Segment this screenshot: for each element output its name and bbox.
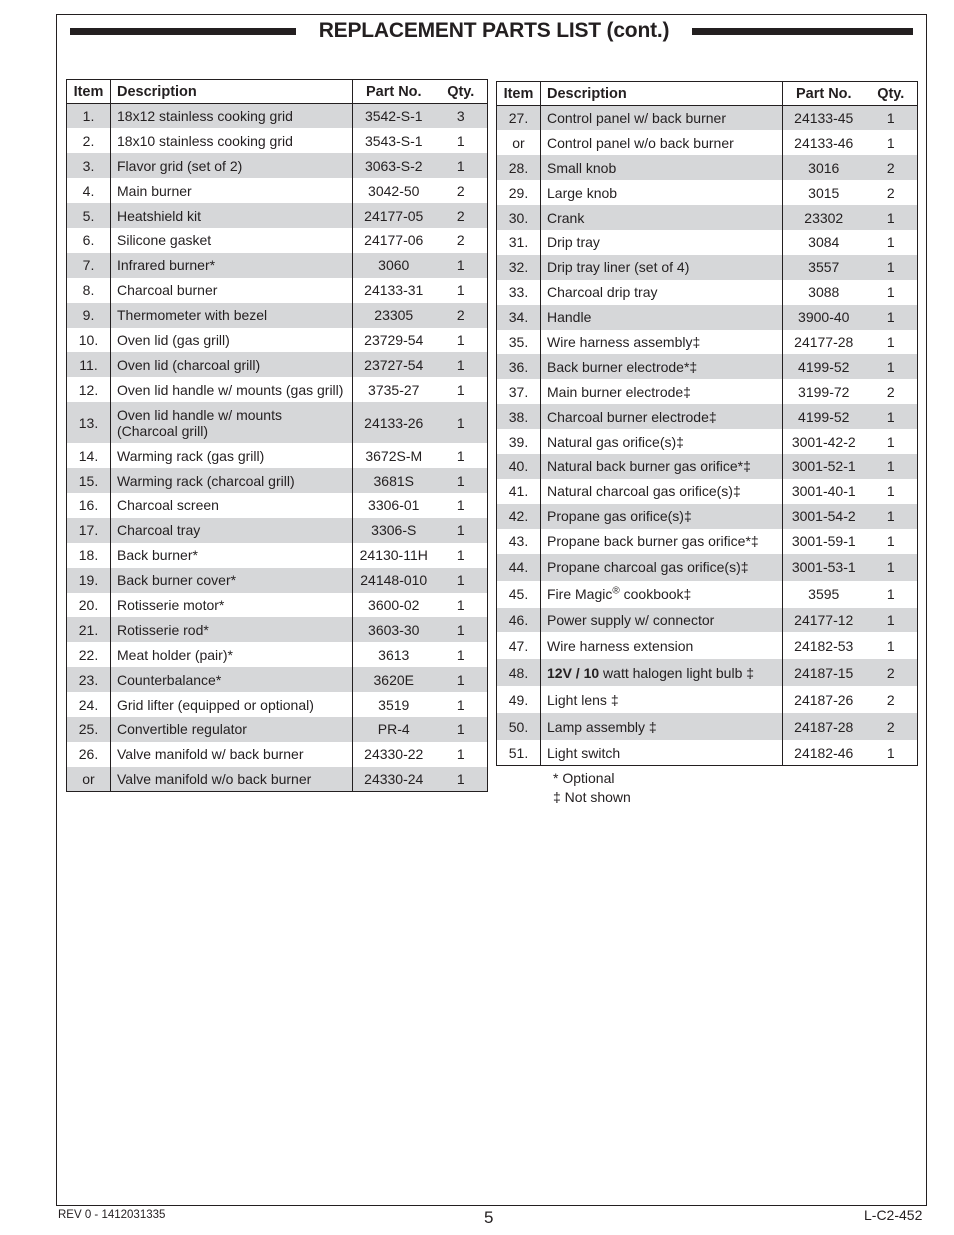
table-row: [497, 581, 918, 608]
table-row: [67, 203, 488, 228]
title-rule-left: [70, 28, 296, 35]
item-number: 6.: [82, 232, 95, 249]
part-description: Silicone gasket: [111, 228, 353, 253]
quantity: 1: [456, 331, 465, 348]
part-number: 3595: [783, 581, 865, 608]
part-number: 3306-01: [353, 493, 435, 518]
table-row: [67, 253, 488, 278]
table-row: [67, 543, 488, 568]
table-row: [67, 128, 488, 153]
part-number: 24133-26: [353, 402, 435, 443]
part-number: 3306-S: [353, 518, 435, 543]
part-number: 24177-05: [353, 203, 435, 228]
table-row: [497, 404, 918, 429]
part-description: Main burner: [111, 178, 353, 203]
item-number: 28.: [497, 155, 541, 180]
table-header-row: [497, 82, 918, 106]
part-number: 24330-24: [353, 767, 435, 792]
quantity: 1: [435, 402, 488, 443]
table-row: [67, 104, 488, 129]
part-number: 23305: [353, 303, 435, 328]
item-number: 47.: [508, 637, 529, 654]
item-number: 3.: [67, 153, 111, 178]
description-text: Fire Magic: [547, 586, 613, 603]
item-number: 1.: [67, 104, 111, 129]
column-header-item: Item: [67, 80, 111, 104]
quantity: 1: [886, 134, 895, 151]
quantity: 1: [886, 234, 895, 251]
table-row: [67, 352, 488, 377]
part-description: Control panel w/o back burner: [541, 130, 783, 155]
document-code: L-C2-452: [864, 1207, 923, 1223]
quantity: 1: [435, 352, 488, 377]
item-number: 22.: [78, 646, 99, 663]
table-row: [497, 504, 918, 529]
table-row: [67, 303, 488, 328]
part-description: Rotisserie rod*: [111, 617, 353, 642]
quantity: 1: [435, 667, 488, 692]
part-description: Natural gas orifice(s)‡: [541, 429, 783, 454]
quantity: 2: [865, 713, 918, 740]
table-row: [497, 608, 918, 633]
table-row: [67, 493, 488, 518]
part-number: 3519: [353, 692, 435, 717]
part-number: 24187-28: [783, 713, 865, 740]
table-row: [497, 529, 918, 554]
table-row: [67, 742, 488, 767]
item-number: 48.: [497, 659, 541, 686]
quantity: 2: [456, 232, 465, 249]
part-number: 3001-52-1: [783, 454, 865, 479]
table-row: [497, 280, 918, 305]
page-title: REPLACEMENT PARTS LIST (cont.): [318, 19, 670, 42]
item-number: 19.: [67, 568, 111, 593]
part-number: 24182-46: [783, 740, 865, 765]
quantity: 1: [456, 497, 465, 514]
quantity: 1: [886, 637, 895, 654]
title-rule-right: [692, 28, 913, 35]
part-description: Oven lid (charcoal grill): [111, 352, 353, 377]
item-number: 44.: [497, 554, 541, 581]
table-row: [497, 106, 918, 131]
item-number: 4.: [82, 182, 95, 199]
part-description: Wire harness assembly‡: [541, 330, 783, 355]
item-number: 40.: [497, 454, 541, 479]
quantity: 1: [435, 153, 488, 178]
quantity: 1: [456, 696, 465, 713]
table-row: [497, 554, 918, 581]
part-number: 3001-40-1: [783, 479, 865, 504]
note-optional: * Optional: [553, 770, 615, 786]
item-number: 36.: [497, 354, 541, 379]
part-description: Control panel w/ back burner: [541, 106, 783, 131]
part-number: 24177-28: [783, 330, 865, 355]
part-description: Counterbalance*: [111, 667, 353, 692]
item-number: 18.: [78, 547, 99, 564]
quantity: 2: [435, 203, 488, 228]
table-row: [67, 278, 488, 303]
revision-code: REV 0 - 1412031335: [58, 1209, 166, 1221]
quantity: 1: [865, 608, 918, 633]
quantity: 1: [865, 454, 918, 479]
column-header-description: Description: [111, 80, 353, 104]
part-number: 24182-53: [783, 632, 865, 659]
part-description: Infrared burner*: [111, 253, 353, 278]
part-number: 3199-72: [783, 379, 865, 404]
part-number: 3543-S-1: [353, 128, 435, 153]
column-header-item: Item: [497, 82, 541, 106]
footnotes: [553, 769, 631, 807]
part-number: 3672S-M: [353, 443, 435, 468]
item-number: 32.: [497, 255, 541, 280]
item-number: 31.: [508, 234, 529, 251]
part-description: 18x12 stainless cooking grid: [111, 104, 353, 129]
part-description: Oven lid handle w/ mounts (Charcoal grill): [111, 402, 353, 443]
part-number: 24133-45: [783, 106, 865, 131]
item-number: 41.: [508, 483, 529, 500]
quantity: 1: [456, 282, 465, 299]
part-description: Propane charcoal gas orifice(s)‡: [541, 554, 783, 581]
item-number: 2.: [82, 132, 95, 149]
part-number: 3042-50: [353, 178, 435, 203]
part-description: Oven lid (gas grill): [111, 328, 353, 353]
part-number: 23727-54: [353, 352, 435, 377]
table-row: [497, 180, 918, 205]
part-description: 18x10 stainless cooking grid: [111, 128, 353, 153]
part-number: 3603-30: [353, 617, 435, 642]
quantity: 1: [886, 333, 895, 350]
item-number: 45.: [508, 586, 529, 603]
parts-table-right: [496, 81, 918, 766]
item-number: 38.: [497, 404, 541, 429]
part-description: Thermometer with bezel: [111, 303, 353, 328]
part-number: 3001-59-1: [783, 529, 865, 554]
table-row: [67, 518, 488, 543]
quantity: 1: [865, 554, 918, 581]
item-number: 17.: [67, 518, 111, 543]
quantity: 1: [435, 717, 488, 742]
item-number: 7.: [67, 253, 111, 278]
part-number: 24177-06: [353, 228, 435, 253]
part-description: Natural back burner gas orifice*‡: [541, 454, 783, 479]
part-description: Drip tray liner (set of 4): [541, 255, 783, 280]
quantity: 1: [865, 354, 918, 379]
quantity: 1: [886, 586, 895, 603]
part-description: Power supply w/ connector: [541, 608, 783, 633]
table-row: [67, 642, 488, 667]
part-number: 3681S: [353, 468, 435, 493]
quantity: 1: [456, 746, 465, 763]
description-text: cookbook‡: [619, 586, 692, 603]
part-description: Convertible regulator: [111, 717, 353, 742]
part-description: Valve manifold w/o back burner: [111, 767, 353, 792]
part-description: Charcoal drip tray: [541, 280, 783, 305]
column-header-part-no: Part No.: [783, 82, 865, 106]
part-description: Natural charcoal gas orifice(s)‡: [541, 479, 783, 504]
part-description: Drip tray: [541, 230, 783, 255]
table-row: [67, 178, 488, 203]
table-row: [67, 667, 488, 692]
item-number: 46.: [497, 608, 541, 633]
item-number: 29.: [508, 184, 529, 201]
part-number: 3600-02: [353, 593, 435, 618]
item-number: 37.: [508, 383, 529, 400]
quantity: 1: [865, 504, 918, 529]
quantity: 1: [886, 483, 895, 500]
quantity: 1: [865, 255, 918, 280]
quantity: 2: [435, 303, 488, 328]
part-description: Propane gas orifice(s)‡: [541, 504, 783, 529]
part-number: 24148-010: [353, 568, 435, 593]
part-number: 3015: [783, 180, 865, 205]
part-number: 3016: [783, 155, 865, 180]
part-number: 24133-46: [783, 130, 865, 155]
item-number: 23.: [67, 667, 111, 692]
item-number: 11.: [67, 352, 111, 377]
quantity: 1: [456, 447, 465, 464]
item-number: 27.: [497, 106, 541, 131]
part-number: 3900-40: [783, 305, 865, 330]
part-number: PR-4: [353, 717, 435, 742]
table-row: [497, 632, 918, 659]
item-number: 35.: [508, 333, 529, 350]
item-number: 14.: [78, 447, 99, 464]
item-number: or: [512, 134, 525, 151]
item-number: 20.: [78, 596, 99, 613]
quantity: 1: [886, 744, 895, 761]
item-number: 43.: [508, 533, 529, 550]
item-number: 5.: [67, 203, 111, 228]
part-number: 24187-15: [783, 659, 865, 686]
part-description: Main burner electrode‡: [541, 379, 783, 404]
part-number: 24330-22: [353, 742, 435, 767]
quantity: 2: [886, 691, 895, 708]
part-description: Handle: [541, 305, 783, 330]
part-description: Rotisserie motor*: [111, 593, 353, 618]
column-header-description: Description: [541, 82, 783, 106]
quantity: 1: [435, 767, 488, 792]
table-row: [497, 713, 918, 740]
item-number: 12.: [78, 381, 99, 398]
table-row: [497, 230, 918, 255]
item-number: or: [67, 767, 111, 792]
part-description: Oven lid handle w/ mounts (gas grill): [111, 377, 353, 402]
quantity: 2: [865, 659, 918, 686]
part-description: Wire harness extension: [541, 632, 783, 659]
table-row: [497, 479, 918, 504]
part-description: Lamp assembly ‡: [541, 713, 783, 740]
part-description: Light lens ‡: [541, 686, 783, 713]
part-number: 4199-52: [783, 354, 865, 379]
part-number: 24187-26: [783, 686, 865, 713]
quantity: 1: [886, 433, 895, 450]
part-number: 3620E: [353, 667, 435, 692]
item-number: 10.: [78, 331, 99, 348]
part-number: 3542-S-1: [353, 104, 435, 129]
part-number: 23302: [783, 205, 865, 230]
table-header-row: [67, 80, 488, 104]
item-number: 49.: [508, 691, 529, 708]
part-description: Crank: [541, 205, 783, 230]
item-number: 13.: [67, 402, 111, 443]
quantity: 1: [435, 617, 488, 642]
part-number: 3001-54-2: [783, 504, 865, 529]
part-description: Propane back burner gas orifice*‡: [541, 529, 783, 554]
table-row: [67, 377, 488, 402]
part-description: [541, 581, 783, 608]
part-description: Warming rack (charcoal grill): [111, 468, 353, 493]
quantity: 1: [456, 646, 465, 663]
item-number: 30.: [497, 205, 541, 230]
item-number: 15.: [67, 468, 111, 493]
description-bold-text: 12V / 10: [547, 664, 600, 681]
part-description: Meat holder (pair)*: [111, 642, 353, 667]
table-row: [67, 328, 488, 353]
item-number: 39.: [508, 433, 529, 450]
quantity: 1: [886, 284, 895, 301]
quantity: 1: [456, 381, 465, 398]
column-header-qty: Qty.: [435, 80, 488, 104]
registered-mark: ®: [612, 585, 620, 597]
part-number: 3735-27: [353, 377, 435, 402]
part-description: Back burner*: [111, 543, 353, 568]
item-number: 24.: [78, 696, 99, 713]
part-description: Heatshield kit: [111, 203, 353, 228]
part-description: Charcoal burner: [111, 278, 353, 303]
quantity: 2: [865, 155, 918, 180]
part-number: 24177-12: [783, 608, 865, 633]
part-description: Flavor grid (set of 2): [111, 153, 353, 178]
item-number: 9.: [67, 303, 111, 328]
part-number: 24133-31: [353, 278, 435, 303]
column-header-part-no: Part No.: [353, 80, 435, 104]
part-number: 23729-54: [353, 328, 435, 353]
quantity: 1: [865, 305, 918, 330]
part-description: Grid lifter (equipped or optional): [111, 692, 353, 717]
part-number: 3088: [783, 280, 865, 305]
part-number: 3060: [353, 253, 435, 278]
table-row: [67, 402, 488, 443]
part-number: 3001-53-1: [783, 554, 865, 581]
quantity: 1: [865, 106, 918, 131]
table-row: [67, 568, 488, 593]
parts-table-left: [66, 79, 488, 792]
description-text: watt halogen light bulb ‡: [599, 664, 755, 681]
part-description: Valve manifold w/ back burner: [111, 742, 353, 767]
part-number: 3063-S-2: [353, 153, 435, 178]
part-number: 24130-11H: [353, 543, 435, 568]
quantity: 2: [886, 383, 895, 400]
table-row: [497, 354, 918, 379]
part-description: Charcoal tray: [111, 518, 353, 543]
table-row: [497, 454, 918, 479]
table-row: [497, 155, 918, 180]
item-number: 51.: [508, 744, 529, 761]
item-number: 16.: [78, 497, 99, 514]
table-row: [497, 305, 918, 330]
quantity: 1: [865, 205, 918, 230]
quantity: 3: [435, 104, 488, 129]
table-row: [67, 228, 488, 253]
quantity: 2: [886, 184, 895, 201]
quantity: 1: [886, 533, 895, 550]
item-number: 21.: [67, 617, 111, 642]
quantity: 1: [435, 253, 488, 278]
part-description: Light switch: [541, 740, 783, 765]
part-description: Small knob: [541, 155, 783, 180]
table-row: [497, 330, 918, 355]
table-row: [67, 443, 488, 468]
part-number: 3001-42-2: [783, 429, 865, 454]
part-description: Back burner electrode*‡: [541, 354, 783, 379]
table-row: [67, 692, 488, 717]
part-description: Back burner cover*: [111, 568, 353, 593]
table-row: [497, 429, 918, 454]
part-description: Charcoal screen: [111, 493, 353, 518]
quantity: 1: [435, 518, 488, 543]
part-description: Charcoal burner electrode‡: [541, 404, 783, 429]
quantity: 1: [865, 404, 918, 429]
part-number: 4199-52: [783, 404, 865, 429]
table-row: [497, 740, 918, 765]
quantity: 1: [456, 596, 465, 613]
item-number: 8.: [82, 282, 95, 299]
table-row: [67, 153, 488, 178]
page-number: 5: [484, 1208, 494, 1227]
column-header-qty: Qty.: [865, 82, 918, 106]
part-number: 3084: [783, 230, 865, 255]
part-description: Large knob: [541, 180, 783, 205]
part-description: Warming rack (gas grill): [111, 443, 353, 468]
table-row: [497, 379, 918, 404]
table-row: [497, 255, 918, 280]
table-row: [67, 717, 488, 742]
table-row: [67, 767, 488, 792]
quantity: 1: [456, 547, 465, 564]
table-row: [497, 130, 918, 155]
table-row: [67, 617, 488, 642]
table-row: [497, 659, 918, 686]
quantity: 2: [456, 182, 465, 199]
note-not-shown: ‡ Not shown: [553, 789, 631, 805]
part-description: [541, 659, 783, 686]
quantity: 1: [435, 468, 488, 493]
quantity: 1: [435, 568, 488, 593]
table-row: [67, 593, 488, 618]
item-number: 42.: [497, 504, 541, 529]
item-number: 26.: [78, 746, 99, 763]
item-number: 50.: [497, 713, 541, 740]
quantity: 1: [456, 132, 465, 149]
part-number: 3613: [353, 642, 435, 667]
item-number: 33.: [508, 284, 529, 301]
item-number: 34.: [497, 305, 541, 330]
item-number: 25.: [67, 717, 111, 742]
part-number: 3557: [783, 255, 865, 280]
table-row: [67, 468, 488, 493]
table-row: [497, 686, 918, 713]
table-row: [497, 205, 918, 230]
